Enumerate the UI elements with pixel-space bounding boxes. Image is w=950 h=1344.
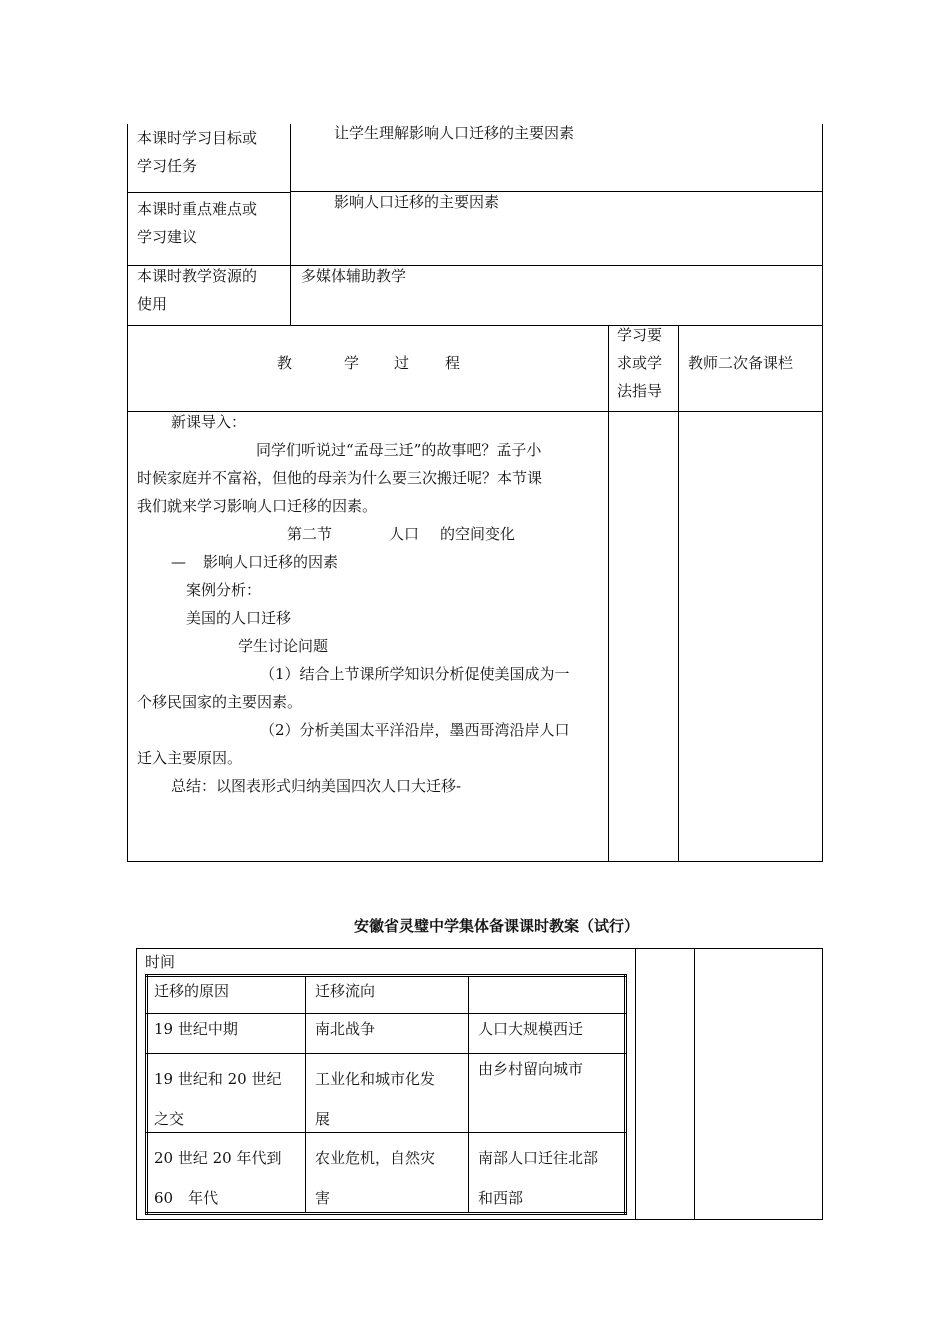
table-row-2-col-2: 工业化和城市化发 展: [315, 1070, 436, 1128]
keypoints-content: 影响人口迁移的主要因素: [334, 193, 500, 211]
table-row-3-col-1: 20 世纪 20 年代到 60 年代: [154, 1149, 282, 1207]
study-guide-header: 学习要 求或学 法指导: [617, 326, 663, 400]
header-reason: 迁移的原因: [154, 982, 230, 1000]
teacher-notes-header: 教师二次备课栏: [688, 354, 794, 372]
page-title: 安徽省灵璧中学集体备课课时教案（试行）: [354, 917, 640, 935]
objective-content: 让学生理解影响人口迁移的主要因素: [334, 124, 575, 142]
keypoints-label: 本课时重点难点或 学习建议: [137, 200, 258, 246]
header-direction: 迁移流向: [315, 982, 376, 1000]
table-row-3-col-2: 农业危机，自然灾 害: [315, 1149, 436, 1207]
table-row-1-col-2: 南北战争: [315, 1020, 376, 1038]
time-label: 时间: [145, 953, 176, 971]
table-row-2-col-3: 由乡村留向城市: [478, 1060, 584, 1078]
table-row-1-col-1: 19 世纪中期: [154, 1020, 238, 1038]
resources-label: 本课时教学资源的 使用: [137, 267, 258, 313]
resources-content: 多媒体辅助教学: [301, 267, 407, 285]
table-row-1-col-3: 人口大规模西迁: [478, 1020, 584, 1038]
objective-label: 本课时学习目标或 学习任务: [137, 129, 258, 175]
table-row-2-col-1: 19 世纪和 20 世纪 之交: [154, 1070, 282, 1128]
table-row-3-col-3: 南部人口迁往北部 和西部: [478, 1149, 599, 1207]
